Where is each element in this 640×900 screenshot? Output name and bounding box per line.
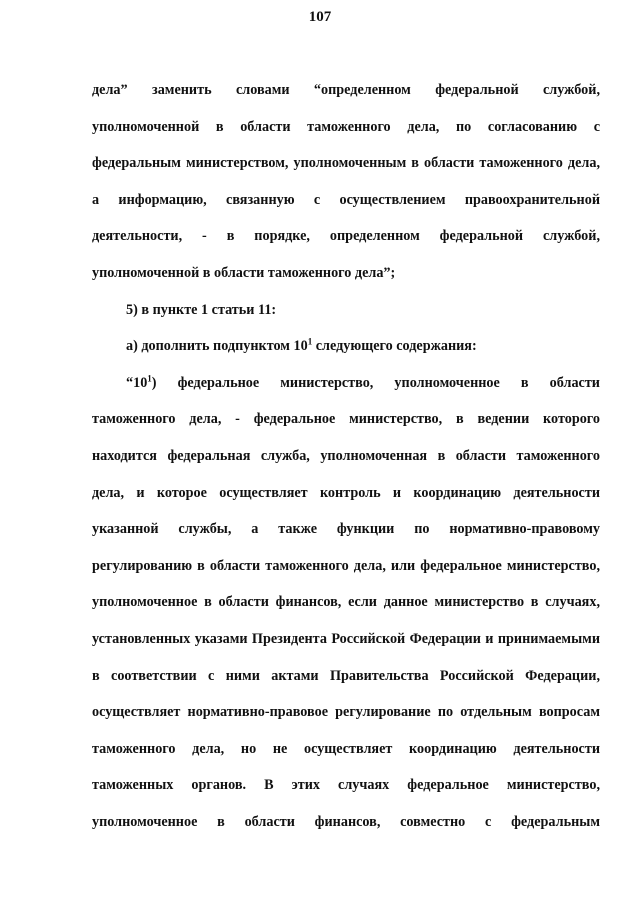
text-line: деятельности, - в порядке, определенном федеральной службой, bbox=[92, 228, 600, 245]
page-number: 107 bbox=[308, 9, 332, 25]
text-line: таможенного дела, - федеральное министерство, в ведении которого bbox=[92, 411, 600, 428]
text-line: установленных указами Президента Российской Федерации и принимаемыми bbox=[92, 630, 600, 647]
text-line: уполномоченное в области финансов, если данное министерство в случаях, bbox=[92, 594, 600, 611]
text-line: уполномоченное в области финансов, совместно с федеральным bbox=[92, 813, 600, 830]
text-line: регулированию в области таможенного дела, или федеральное министерство, bbox=[92, 557, 600, 574]
text-line: дела, и которое осуществляет контроль и координацию деятельности bbox=[92, 484, 600, 501]
text-line: указанной службы, а также функции по нормативно-правовому bbox=[92, 521, 600, 538]
text-fragment: “10 bbox=[126, 374, 148, 391]
text-line: а информацию, связанную с осуществлением правоохранительной bbox=[92, 191, 600, 208]
text-line-definition-start bbox=[92, 365, 600, 402]
text-fragment: следующего содержания: bbox=[312, 338, 477, 355]
superscript: 1 bbox=[147, 373, 152, 384]
text-line: уполномоченной в области таможенного дела, по согласованию с bbox=[92, 118, 600, 135]
text-line-item-5: 5) в пункте 1 статьи 11: bbox=[126, 301, 277, 318]
text-line: уполномоченной в области таможенного дела”; bbox=[92, 264, 396, 281]
text-fragment: ) федеральное министерство, уполномоченное в области bbox=[151, 374, 600, 391]
text-line: дела” заменить словами “определенном федеральной службой, bbox=[92, 82, 600, 98]
text-fragment: а) дополнить подпунктом 10 bbox=[126, 338, 308, 355]
text-line: таможенного дела, но не осуществляет координацию деятельности bbox=[92, 740, 600, 757]
text-line: находится федеральная служба, уполномоченная в области таможенного bbox=[92, 447, 600, 464]
text-line: федеральным министерством, уполномоченным в области таможенного дела, bbox=[92, 155, 600, 172]
superscript: 1 bbox=[307, 336, 313, 347]
text-line: таможенных органов. В этих случаях федеральное министерство, bbox=[92, 777, 600, 794]
text-line: осуществляет нормативно-правовое регулирование по отдельным вопросам bbox=[92, 704, 600, 721]
text-line: в соответствии с ними актами Правительства Российской Федерации, bbox=[92, 667, 600, 684]
body-text bbox=[92, 72, 600, 840]
text-line-subitem-a bbox=[92, 328, 600, 365]
